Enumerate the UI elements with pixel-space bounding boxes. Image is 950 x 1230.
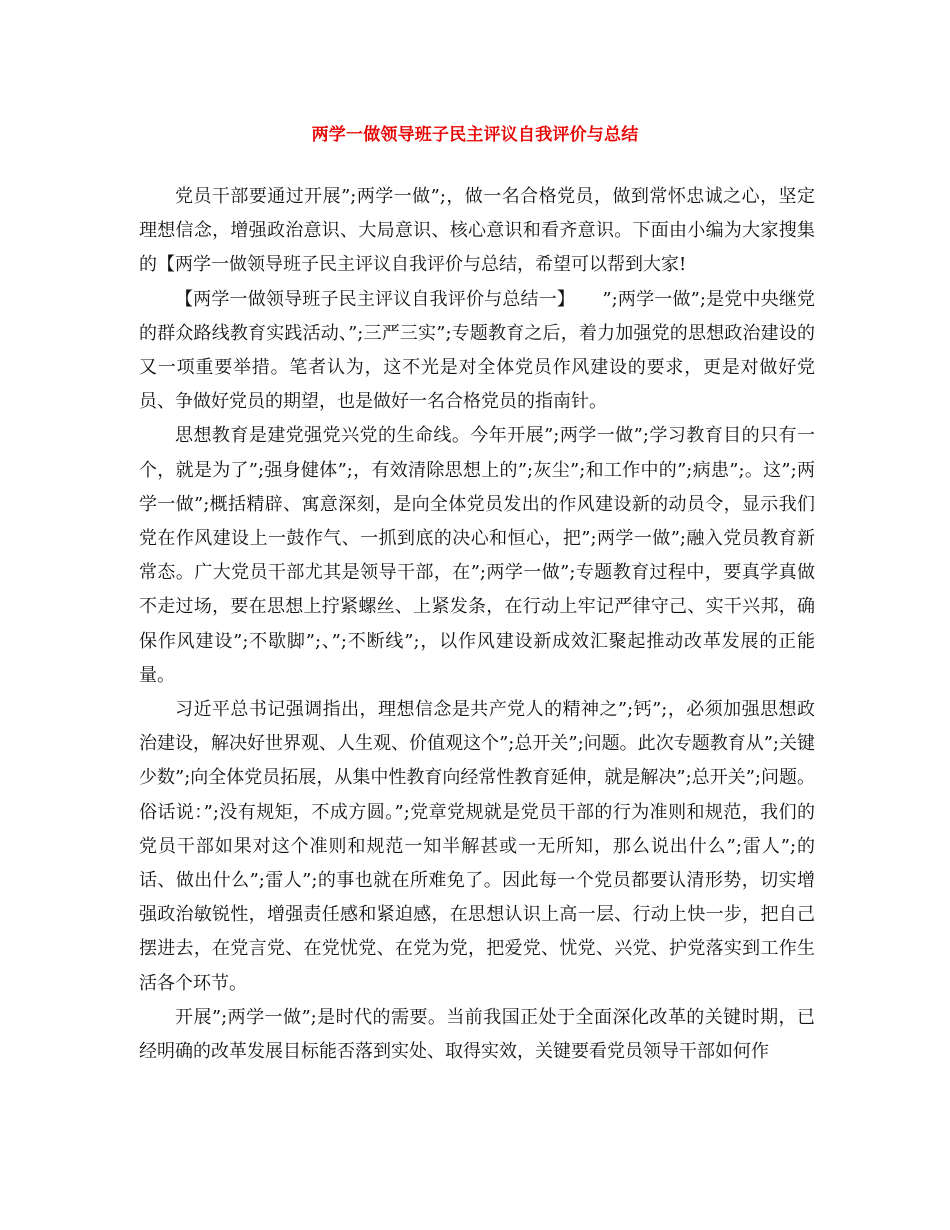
paragraph-intro: 党员干部要通过开展”;两学一做”;，做一名合格党员，做到常怀忠诚之心，坚定理想信念，增强政治意识、大局意识、核心意识和看齐意识。下面由小编为大家搜集的【两学一做领导班子民主评议自我评价与总结，希望可以帮到大家! [139,186,815,276]
document-title: 两学一做领导班子民主评议自我评价与总结 [311,125,639,145]
paragraph-ideals-and-beliefs: 习近平总书记强调指出，理想信念是共产党人的精神之”;钙”;，必须加强思想政治建设，解决好世界观、人生观、价值观这个”;总开关”;问题。此次专题教育从”;关键少数”;向全体党员拓展，从集中性教育向经常性教育延伸，就是解决”;总开关”;问题。俗话说：”;没有规矩，不成方圆。”;党章党规就是党员干部的行为准则和规范，我们的党员干部如果对这个准则和规范一知半解甚或一无所知，那么说出什么”;雷人”;的话、做出什么”;雷人”;的事也就在所难免了。因此每一个党员都要认清形势，切实增强政治敏锐性，增强责任感和紧迫感，在思想认识上高一层、行动上快一步，把自己摆进去，在党言党、在党忧党、在党为党，把爱党、忧党、兴党、护党落实到工作生活各个环节。 [139,699,815,994]
paragraph-ideological-education: 思想教育是建党强党兴党的生命线。今年开展”;两学一做”;学习教育目的只有一个，就是为了”;强身健体”;，有效清除思想上的”;灰尘”;和工作中的”;病患”;。这”;两学一做”;概括精辟、寓意深刻，是向全体党员发出的作风建设新的动员令，显示我们党在作风建设上一鼓作气、一抓到底的决心和恒心，把”;两学一做”;融入党员教育新常态。广大党员干部尤其是领导干部，在”;两学一做”;专题教育过程中，要真学真做不走过场，要在思想上拧紧螺丝、上紧发条，在行动上牢记严律守己、实干兴邦，确保作风建设”;不歇脚”;、”;不断线”;，以作风建设新成效汇聚起推动改革发展的正能量。 [139,425,815,686]
document-body [139,180,815,1069]
paragraph-needs-of-the-times: 开展”;两学一做”;是时代的需要。当前我国正处于全面深化改革的关键时期，已经明确的改革发展目标能否落到实处、取得实效，关键要看党员领导干部如何作 [139,1006,815,1063]
paragraph-summary-one: 【两学一做领导班子民主评议自我评价与总结一】 ”;两学一做”;是党中央继党的群众路线教育实践活动、”;三严三实”;专题教育之后，着力加强党的思想政治建设的又一项重要举措。笔者认为，这不光是对全体党员作风建设的要求，更是对做好党员、争做好党员的期望，也是做好一名合格党员的指南针。 [139,288,815,413]
